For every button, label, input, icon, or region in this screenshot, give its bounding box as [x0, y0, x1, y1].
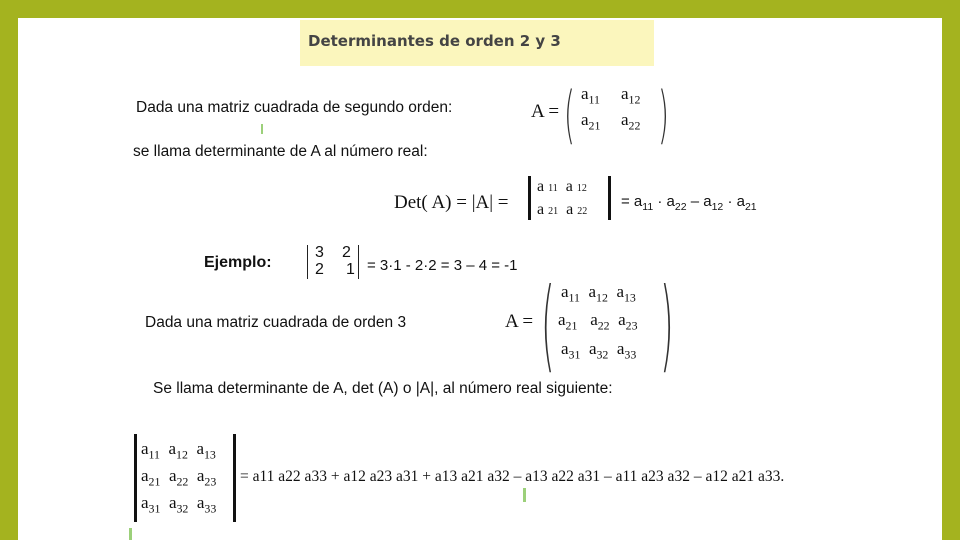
definition-3x3-text: Se llama determinante de A, det (A) o |A|, al número real siguiente: — [153, 380, 613, 397]
example-cell: 2 — [342, 244, 351, 261]
matrix-cell: $a_{11}$ — [581, 84, 600, 107]
matrix-row: $a_{11}$ $a_{12}$ $a_{13}$ — [561, 282, 636, 305]
matrix-cell: $a_{21}$ — [581, 110, 601, 133]
example-result: = 3·1 - 2·2 = 3 – 4 = -1 — [367, 257, 518, 274]
left-paren: ( — [564, 78, 575, 151]
page-title: Determinantes de orden 2 y 3 — [308, 32, 561, 50]
example-bar-right — [358, 245, 359, 279]
matrix-row: $a_{31}$ $a_{32}$ $a_{33}$ — [561, 339, 637, 362]
example-label: Ejemplo: — [204, 254, 272, 271]
right-paren-3: ) — [660, 266, 674, 383]
title-box — [300, 20, 654, 66]
det-formula: = $a_{11} \cdot a_{22} - a_{12} \cdot a_{21}$ — [621, 193, 757, 213]
matrix-a-label: A = — [531, 101, 560, 122]
green-mark — [523, 488, 526, 502]
example-cell: 2 — [315, 261, 324, 278]
left-paren-3: ( — [541, 266, 555, 383]
det-cell: a 11 a 12 — [537, 178, 587, 195]
green-mark — [129, 528, 132, 540]
intro-2x2-text: Dada una matriz cuadrada de segundo orden: — [136, 99, 453, 116]
matrix-row: $a_{21}$ $a_{22}$ $a_{23}$ — [558, 310, 638, 333]
matrix-cell: $a_{12}$ — [621, 84, 641, 107]
matrix-cell: $a_{22}$ — [621, 110, 641, 133]
intro-3x3-text: Dada una matriz cuadrada de orden 3 — [145, 314, 407, 331]
det3-row: $a_{21}$ $a_{22}$ $a_{23}$ — [141, 466, 217, 489]
sarrus-expansion: = a11 a22 a33 + a12 a23 a31 + a13 a21 a32 – a13 a22 a31 – a11 a23 a32 – a12 a21 a33. — [240, 468, 785, 485]
matrix-a3-label: A = — [505, 311, 534, 332]
det3-bar-right — [233, 434, 236, 522]
example-cell: 1 — [346, 261, 355, 278]
det3-row: $a_{31}$ $a_{32}$ $a_{33}$ — [141, 493, 217, 516]
definition-text: se llama determinante de A al número real: — [133, 143, 428, 160]
example-bar-left — [307, 245, 308, 279]
det3-row: $a_{11}$ $a_{12}$ $a_{13}$ — [141, 439, 216, 462]
det3-bar-left — [134, 434, 137, 522]
example-cell: 3 — [315, 244, 324, 261]
det-bar-left — [528, 176, 531, 220]
det-bar-right — [608, 176, 611, 220]
det-cell: a 21 a 22 — [537, 201, 588, 218]
right-paren: ) — [658, 78, 669, 151]
slide — [18, 18, 942, 540]
det-label: Det( A) = |A| = — [394, 192, 509, 213]
cursor-mark — [261, 124, 263, 134]
